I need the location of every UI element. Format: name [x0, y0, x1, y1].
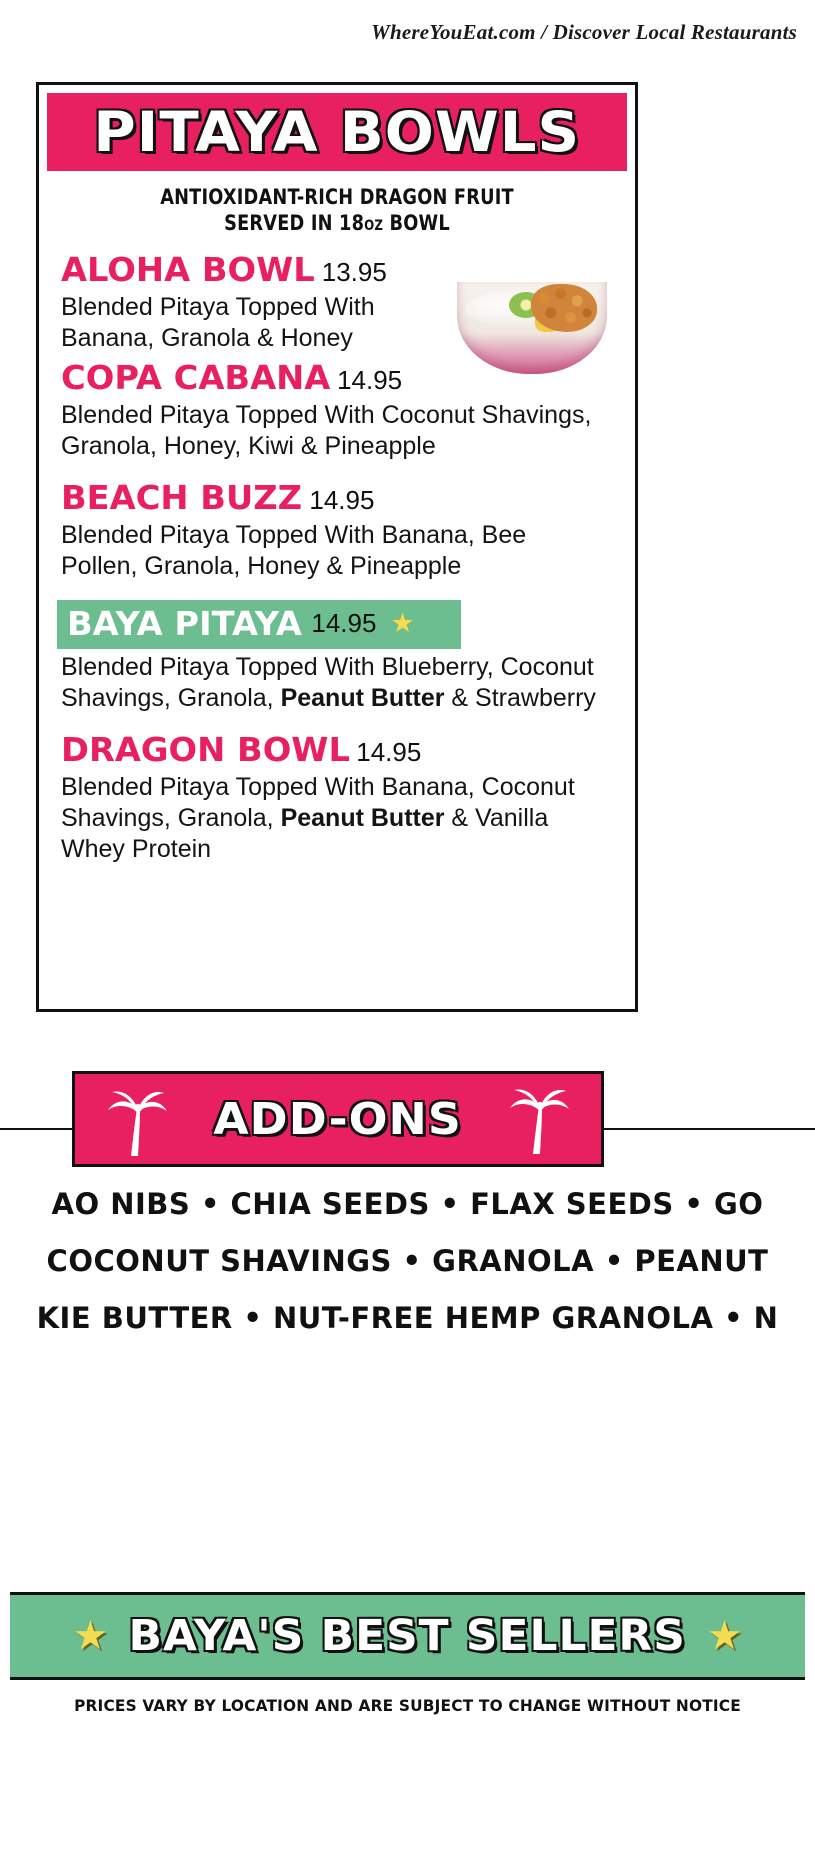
- star-icon: ★: [706, 1614, 743, 1658]
- palm-tree-icon: [507, 1088, 571, 1158]
- page-title: PITAYA BOWLS: [93, 100, 581, 164]
- addons-line: KIE BUTTER • NUT-FREE HEMP GRANOLA • N: [36, 1301, 779, 1335]
- subtitle-line-1: ANTIOXIDANT-RICH DRAGON FRUIT: [160, 185, 514, 209]
- menu-item-name: BEACH BUZZ: [61, 478, 303, 518]
- desc-emphasis: Peanut Butter: [280, 804, 445, 833]
- menu-title-band: [47, 93, 627, 171]
- star-icon: ★: [72, 1614, 109, 1658]
- best-sellers-band: [10, 1592, 805, 1680]
- addons-line: COCONUT SHAVINGS • GRANOLA • PEANUT: [46, 1244, 769, 1278]
- pitaya-bowl-photo: [451, 272, 613, 384]
- desc-part-1: Blended Pitaya Topped With Banana, Coconut Shavings, Granola,: [61, 773, 575, 833]
- menu-item-price: 14.95: [356, 737, 422, 768]
- price-disclaimer: PRICES VARY BY LOCATION AND ARE SUBJECT TO CHANGE WITHOUT NOTICE: [74, 1696, 741, 1715]
- menu-item-price: 14.95: [337, 365, 403, 396]
- menu-item-name: DRAGON BOWL: [61, 730, 350, 770]
- best-seller-star-icon: ★: [390, 608, 415, 639]
- menu-item-price: 13.95: [321, 257, 387, 288]
- subtitle-line-2: [57, 211, 617, 237]
- menu-item-header: [61, 478, 613, 517]
- menu-item[interactable]: [61, 478, 613, 582]
- menu-item-name: COPA CABANA: [61, 358, 331, 398]
- menu-item-header: [57, 600, 461, 649]
- pitaya-bowls-menu-card: [36, 82, 638, 1012]
- menu-item-best-seller[interactable]: [61, 600, 613, 714]
- menu-item-header: [61, 730, 613, 769]
- site-credit: WhereYouEat.com / Discover Local Restaurants: [371, 20, 797, 44]
- addons-heading: ADD-ONS: [213, 1093, 463, 1145]
- menu-item-name: BAYA PITAYA: [67, 604, 302, 644]
- menu-item-description: Blended Pitaya Topped With Banana, Granola & Honey: [61, 293, 375, 353]
- menu-subtitle: [57, 185, 617, 236]
- menu-item-name: ALOHA BOWL: [61, 250, 315, 290]
- desc-part-3: & Vanilla Whey Protein: [61, 804, 549, 864]
- menu-item-list: [61, 250, 613, 865]
- menu-item-description: [61, 652, 606, 714]
- palm-tree-icon: [105, 1090, 169, 1160]
- desc-emphasis: Peanut Butter: [280, 684, 445, 713]
- menu-item-price: 14.95: [309, 485, 375, 516]
- desc-part-3: & Strawberry: [444, 684, 596, 713]
- menu-item-description: Blended Pitaya Topped With Banana, Bee Pollen, Granola, Honey & Pineapple: [61, 521, 527, 581]
- menu-item-description: Blended Pitaya Topped With Coconut Shavings, Granola, Honey, Kiwi & Pineapple: [61, 401, 592, 461]
- subtitle-oz-unit: OZ: [364, 217, 384, 234]
- desc-part-1: Blended Pitaya Topped With Blueberry, Coconut Shavings, Granola,: [61, 653, 594, 713]
- addons-list: [0, 1187, 815, 1361]
- best-sellers-heading: BAYA'S BEST SELLERS: [128, 1611, 687, 1661]
- addons-heading-band: [72, 1071, 604, 1167]
- menu-item-description: [61, 772, 606, 865]
- subtitle-line-2-post: BOWL: [383, 210, 450, 235]
- menu-item[interactable]: [61, 730, 613, 865]
- addons-line: AO NIBS • CHIA SEEDS • FLAX SEEDS • GO: [51, 1187, 764, 1221]
- subtitle-line-2-pre: SERVED IN 18: [224, 210, 365, 235]
- menu-item-price: 14.95: [311, 608, 377, 639]
